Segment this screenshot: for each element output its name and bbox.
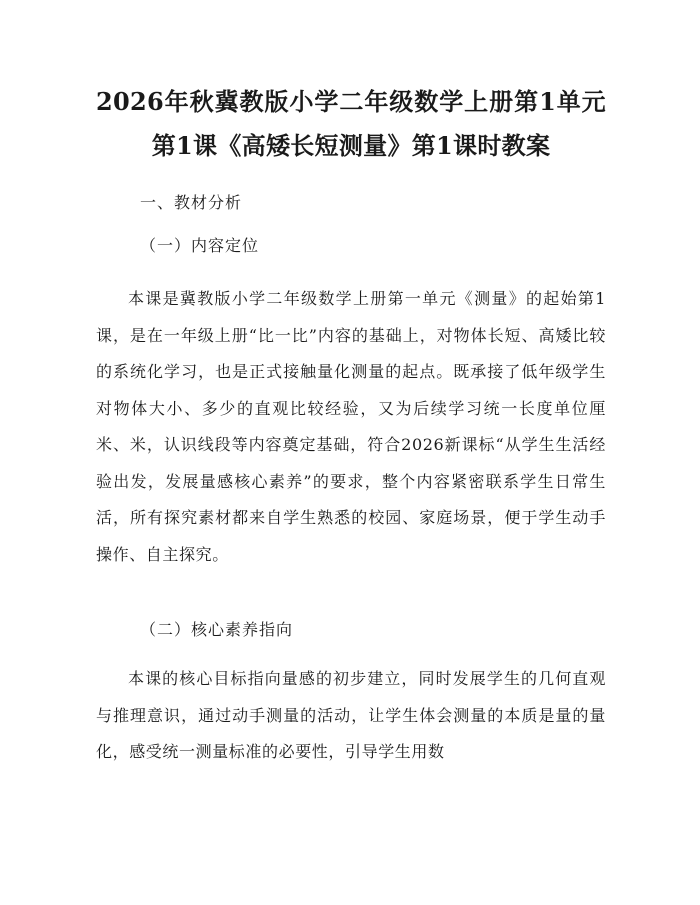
subsection-heading-core-literacy: （二）核心素养指向 (140, 620, 294, 639)
subsection-heading-content-positioning: （一）内容定位 (140, 236, 260, 255)
paragraph-content-positioning: 本课是冀教版小学二年级数学上册第一单元《测量》的起始第1课，是在一年级上册“比一比”内容的基础上，对物体长短、高矮比较的系统化学习，也是正式接触量化测量的起点。既承接了低年级学生对物体大小、多少的直观比较经验，又为后续学习统一长度单位厘米、米，认识线段等内容奠定基础，符合2026新课标“从学生生活经验出发，发展量感核心素养”的要求，整个内容紧密联系学生日常生活，所有探究素材都来自学生熟悉的校园、家庭场景，便于学生动手操作、自主探究。 (96, 289, 606, 564)
paragraph-core-literacy: 本课的核心目标指向量感的初步建立，同时发展学生的几何直观与推理意识，通过动手测量的活动，让学生体会测量的本质是量的量化，感受统一测量标准的必要性，引导学生用数 (96, 669, 606, 761)
document-title: 2026年秋冀教版小学二年级数学上册第1单元第1课《高矮长短测量》第1课时教案 (96, 87, 606, 160)
section-heading-textbook-analysis: 一、教材分析 (140, 193, 243, 212)
